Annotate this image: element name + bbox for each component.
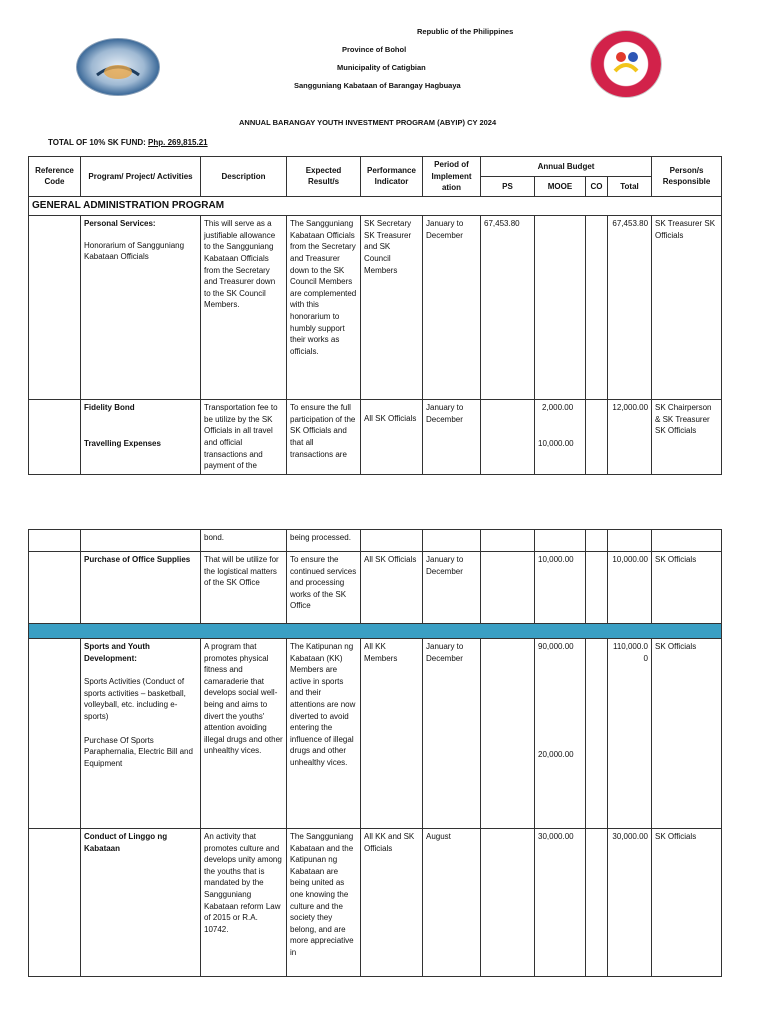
- col-header-program: Program/ Project/ Activities: [81, 157, 201, 197]
- province-header: Province of Bohol: [342, 45, 407, 54]
- ref-cell: [29, 639, 81, 829]
- co-cell: [586, 400, 608, 475]
- program-title: Fidelity Bond: [84, 403, 135, 413]
- total-cell: 67,453.80: [608, 216, 652, 400]
- mooe-value: 10,000.00: [538, 438, 574, 448]
- mooe-value: 90,000.00: [538, 642, 574, 651]
- barangay-seal-logo: [76, 38, 160, 96]
- indicator-cell: All KK Members: [361, 639, 423, 829]
- table-row: [29, 552, 722, 624]
- ps-cell: [481, 829, 535, 977]
- co-cell: [586, 530, 608, 552]
- period-cell: [423, 530, 481, 552]
- program-title: Sports and Youth Development:: [84, 642, 150, 663]
- mooe-cell: 10,000.00: [535, 552, 586, 624]
- table-row: [29, 530, 722, 552]
- program-cell: Conduct of Linggo ng Kabataan: [81, 829, 201, 977]
- period-cell: January to December: [423, 400, 481, 475]
- table-row: [29, 829, 722, 977]
- document-title: ANNUAL BARANGAY YOUTH INVESTMENT PROGRAM (ABYIP) CY 2024: [239, 118, 497, 127]
- col-header-total: Total: [608, 176, 652, 196]
- co-cell: [586, 552, 608, 624]
- col-header-budget: Annual Budget: [481, 157, 652, 177]
- indicator-cell: [361, 400, 423, 475]
- responsible-cell: SK Officials: [652, 829, 722, 977]
- ref-cell: [29, 829, 81, 977]
- indicator-text: All SK Officials: [364, 414, 417, 424]
- program-cell: [81, 216, 201, 400]
- col-header-co: CO: [586, 176, 608, 196]
- ref-cell: [29, 552, 81, 624]
- co-cell: [586, 639, 608, 829]
- indicator-cell: All SK Officials: [361, 552, 423, 624]
- co-cell: [586, 829, 608, 977]
- municipality-header: Municipality of Catigbian: [337, 63, 426, 72]
- indicator-cell: All KK and SK Officials: [361, 829, 423, 977]
- mooe-cell: [535, 530, 586, 552]
- program-sub: Travelling Expenses: [84, 438, 161, 448]
- expected-cell: To ensure the continued services and processing works of the SK Office: [287, 552, 361, 624]
- description-cell: Transportation fee to be utilize by the SK Officials in all travel and official transactions and payment of the: [201, 400, 287, 475]
- responsible-cell: SK Treasurer SK Officials: [652, 216, 722, 400]
- expected-cell: To ensure the full participation of the SK Officials and that all transactions are: [287, 400, 361, 475]
- expected-cell: The Sangguniang Kabataan Officials from the Secretary and Treasurer down to the SK Council Members are complemented with this honorarium to humbly support their works as officials.: [287, 216, 361, 400]
- col-header-responsible: Person/s Responsible: [652, 157, 722, 197]
- abyip-table-page1: [28, 156, 722, 475]
- mooe-value: 2,000.00: [542, 403, 574, 413]
- program-cell: [81, 639, 201, 829]
- expected-cell: being processed.: [287, 530, 361, 552]
- indicator-cell: SK Secretary SK Treasurer and SK Council Members: [361, 216, 423, 400]
- col-header-period: Period of Implement ation: [423, 157, 481, 197]
- col-header-ref: Reference Code: [29, 157, 81, 197]
- fund-label: TOTAL OF 10% SK FUND:: [48, 138, 149, 147]
- mooe-value: 20,000.00: [538, 749, 574, 759]
- responsible-cell: SK Chairperson & SK Treasurer SK Officials: [652, 400, 722, 475]
- program-cell: [81, 530, 201, 552]
- expected-cell: The Katipunan ng Kabataan (KK) Members are active in sports and their attentions are now diverted to avoid entering the influence of illegal drugs and other unhealthy vices.: [287, 639, 361, 829]
- divider-band: [29, 624, 722, 639]
- description-cell: That will be utilize for the logistical matters of the SK Office: [201, 552, 287, 624]
- mooe-cell: 30,000.00: [535, 829, 586, 977]
- description-cell: A program that promotes physical fitness and camaraderie that develops social well-being and aims to divert the youths' attention avoiding illegal drugs and other unhealthy vices.: [201, 639, 287, 829]
- fund-value: Php. 269,815.21: [148, 138, 208, 147]
- republic-header: Republic of the Philippines: [417, 27, 514, 36]
- ref-cell: [29, 216, 81, 400]
- program-sub: Purchase Of Sports Paraphernalia, Electric Bill and Equipment: [84, 735, 193, 768]
- total-cell: 10,000.00: [608, 552, 652, 624]
- period-cell: January to December: [423, 639, 481, 829]
- abyip-table-page2: [28, 529, 722, 977]
- ps-cell: [481, 552, 535, 624]
- sk-seal-logo: [590, 30, 662, 98]
- ref-cell: [29, 400, 81, 475]
- total-cell: 110,000.0 0: [608, 639, 652, 829]
- expected-cell: The Sangguniang Kabataan and the Katipunan ng Kabataan are being united as one knowing the culture and the society they belong, and are more appreciative in: [287, 829, 361, 977]
- section-title: GENERAL ADMINISTRATION PROGRAM: [29, 196, 722, 216]
- responsible-cell: SK Officials: [652, 639, 722, 829]
- responsible-cell: SK Officials: [652, 552, 722, 624]
- ps-cell: 67,453.80: [481, 216, 535, 400]
- total-cell: 30,000.00: [608, 829, 652, 977]
- ps-cell: [481, 400, 535, 475]
- program-cell: [81, 400, 201, 475]
- period-cell: January to December: [423, 552, 481, 624]
- mooe-cell: [535, 400, 586, 475]
- description-cell: This will serve as a justifiable allowance to the Sangguniang Kabataan Officials from the Secretary and Treasurer down to the SK Council Members.: [201, 216, 287, 400]
- indicator-cell: [361, 530, 423, 552]
- table-row: [29, 639, 722, 829]
- col-header-ps: PS: [481, 176, 535, 196]
- description-cell: bond.: [201, 530, 287, 552]
- ps-cell: [481, 530, 535, 552]
- total-cell: 12,000.00: [608, 400, 652, 475]
- period-cell: August: [423, 829, 481, 977]
- mooe-cell: [535, 639, 586, 829]
- co-cell: [586, 216, 608, 400]
- program-sub: Sports Activities (Conduct of sports activities – basketball, volleyball, etc. including e-sports): [84, 677, 186, 721]
- col-header-expected: Expected Result/s: [287, 157, 361, 197]
- total-cell: [608, 530, 652, 552]
- table-row: [29, 400, 722, 475]
- council-header: Sangguniang Kabataan of Barangay Hagbuaya: [294, 81, 461, 90]
- col-header-mooe: MOOE: [535, 176, 586, 196]
- program-title: Personal Services:: [84, 219, 156, 229]
- program-sub: Honorarium of Sangguniang Kabataan Officials: [84, 240, 185, 262]
- table-row: [29, 216, 722, 400]
- program-cell: Purchase of Office Supplies: [81, 552, 201, 624]
- mooe-cell: [535, 216, 586, 400]
- ps-cell: [481, 639, 535, 829]
- fund-line: [48, 138, 208, 147]
- ref-cell: [29, 530, 81, 552]
- description-cell: An activity that promotes culture and develops unity among the youths that is mandated by the Sangguniang Kabataan reform Law of 2015 or R.A. 10742.: [201, 829, 287, 977]
- responsible-cell: [652, 530, 722, 552]
- col-header-description: Description: [201, 157, 287, 197]
- col-header-indicator: Performance Indicator: [361, 157, 423, 197]
- period-cell: January to December: [423, 216, 481, 400]
